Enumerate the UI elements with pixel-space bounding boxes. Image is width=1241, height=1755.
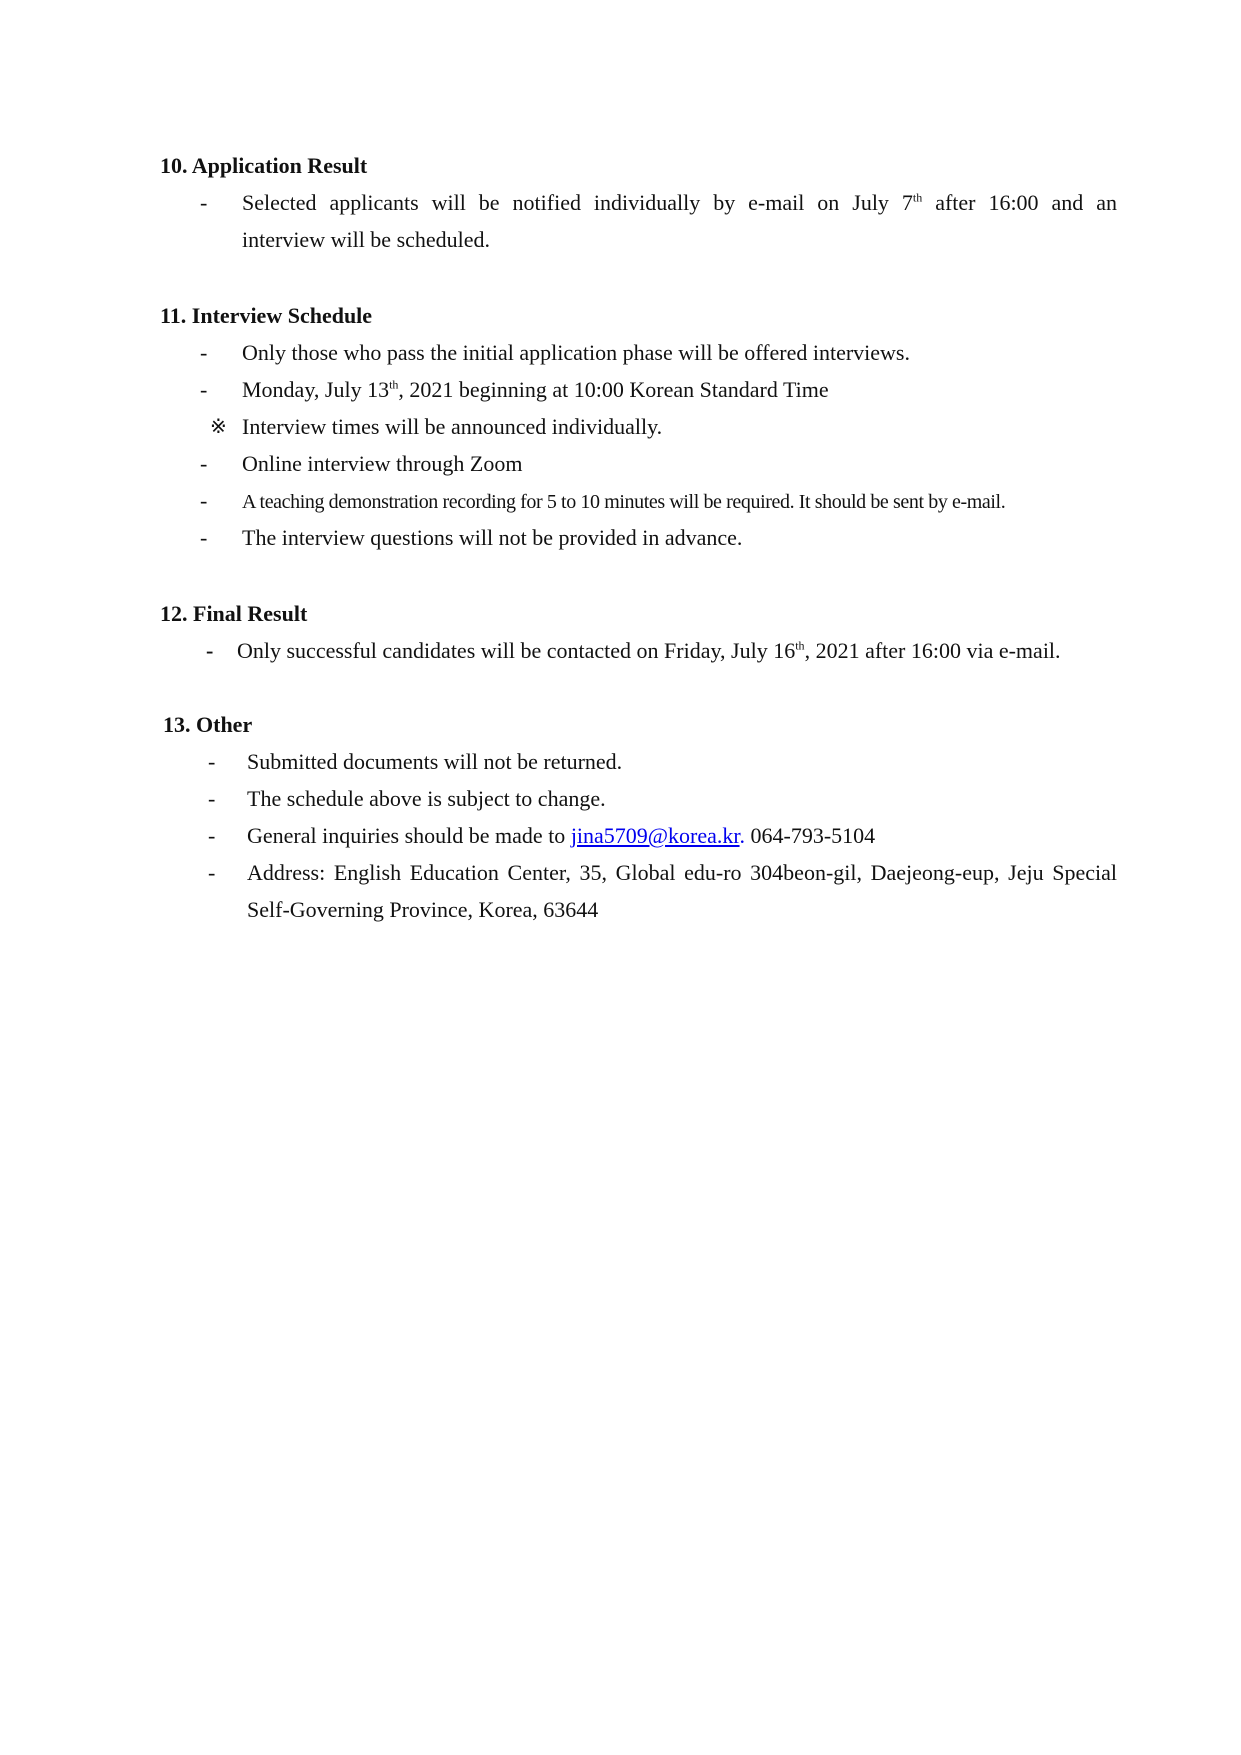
bullet-dash: -	[200, 488, 208, 513]
s11-item-4: A teaching demonstration recording for 5 to 10 minutes will be required. It should be sent by e-mail.	[242, 491, 1006, 513]
bullet-dash: -	[208, 860, 216, 885]
bullet-dash: -	[200, 525, 208, 550]
reference-mark: ※	[210, 416, 227, 438]
s13-item-2: The schedule above is subject to change.	[247, 786, 606, 811]
bullet-dash: -	[206, 638, 214, 663]
section-13-heading: 13. Other	[163, 712, 253, 737]
s12-item-1: Only successful candidates will be contacted on Friday, July 16th, 2021 after 16:00 via e-mail.	[237, 638, 1061, 663]
section-10-heading: 10. Application Result	[160, 153, 368, 178]
contact-email-link[interactable]: jina5709@korea.kr	[570, 823, 740, 848]
s13-item-4: Address: English Education Center, 35, Global edu-ro 304beon-gil, Daejeong-eup, Jeju Special	[247, 860, 1117, 885]
bullet-dash: -	[208, 823, 216, 848]
bullet-dash: -	[208, 786, 216, 811]
bullet-dash: -	[208, 749, 216, 774]
bullet-dash: -	[200, 340, 208, 365]
s11-item-1: Only those who pass the initial application phase will be offered interviews.	[242, 340, 910, 365]
section-12-heading: 12. Final Result	[160, 601, 308, 626]
s11-item-5: The interview questions will not be provided in advance.	[242, 525, 743, 550]
s11-item-2: Monday, July 13th, 2021 beginning at 10:00 Korean Standard Time	[242, 377, 829, 402]
s10-item-1: Selected applicants will be notified individually by e-mail on July 7th after 16:00 and an	[242, 190, 1117, 215]
s11-note: Interview times will be announced individually.	[242, 414, 663, 439]
s13-item-4-line-2: Self-Governing Province, Korea, 63644	[247, 897, 599, 922]
s13-item-1: Submitted documents will not be returned.	[247, 749, 623, 774]
bullet-dash: -	[200, 190, 208, 215]
s11-item-3: Online interview through Zoom	[242, 451, 523, 476]
s13-item-3: General inquiries should be made to jina5709@korea.kr. 064-793-5104	[247, 823, 876, 848]
section-11-heading: 11. Interview Schedule	[160, 303, 373, 328]
bullet-dash: -	[200, 377, 208, 402]
bullet-dash: -	[200, 451, 208, 476]
s10-item-1-line-2: interview will be scheduled.	[242, 227, 491, 252]
